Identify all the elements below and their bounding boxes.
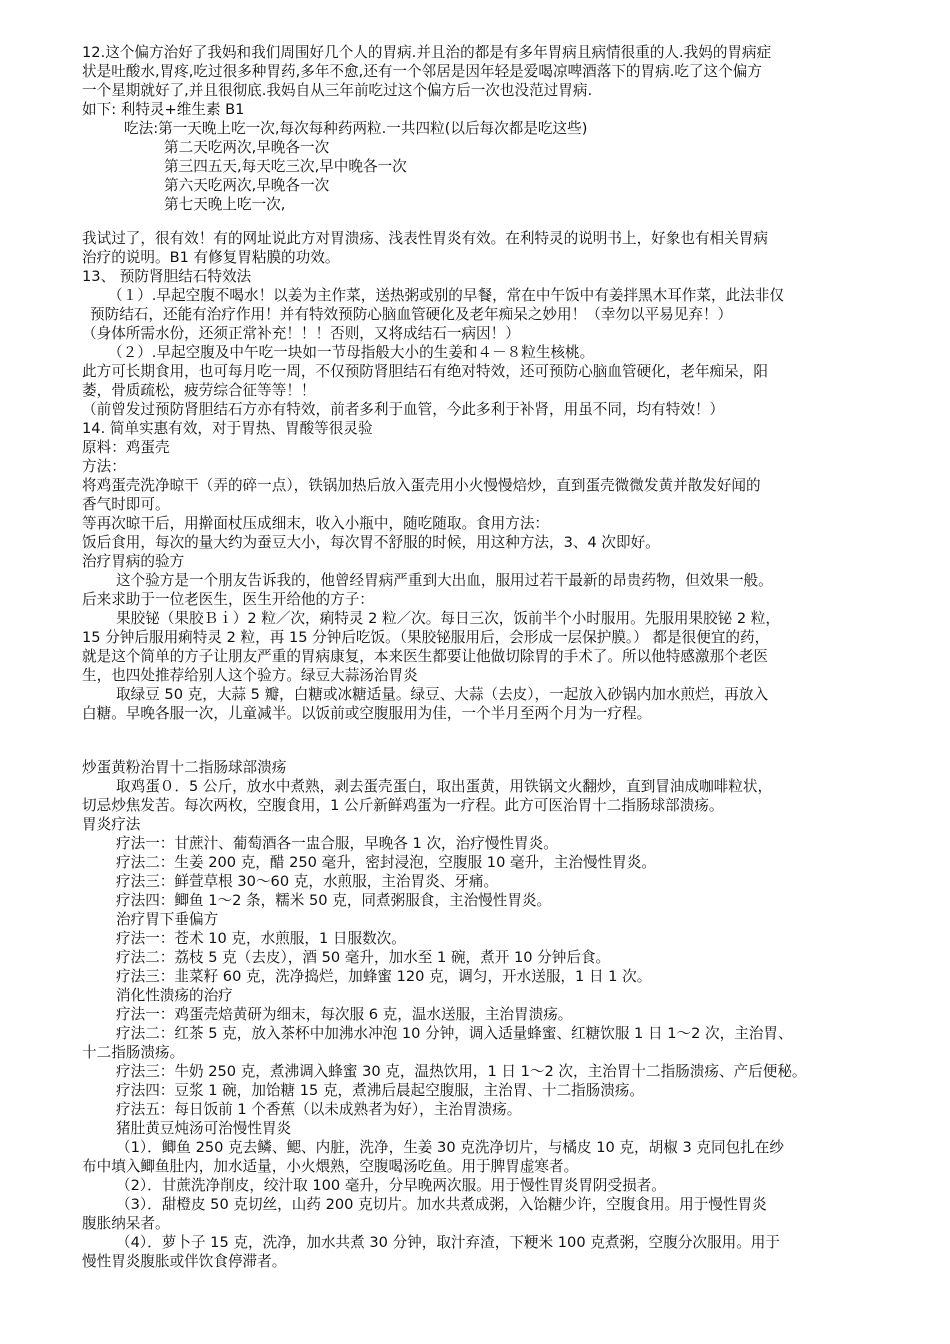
text-line: 疗法二：红茶 5 克，放入茶杯中加沸水冲泡 10 分钟，调入适量蜂蜜、红糖饮服 1 日 1～2 次，主治胃、 (116, 1025, 793, 1042)
text-line: 第六天吃两次,早晚各一次 (164, 177, 330, 194)
text-line: 疗法二：荔枝 5 克（去皮），酒 50 毫升，加水至 1 碗，煮开 10 分钟后食。 (116, 949, 611, 966)
text-line: 白糖。早晚各服一次，儿童减半。以饭前或空腹服用为佳，一个半月至两个月为一疗程。 (82, 705, 652, 722)
text-line: 方法： (82, 458, 126, 475)
text-line: 取鸡蛋０．5 公斤，放水中煮熟，剥去蛋壳蛋白，取出蛋黄，用铁锅文火翻炒，直到冒油成咖啡粒状， (116, 778, 773, 795)
text-line: （4）．萝卜子 15 克，洗净，加水共煮 30 分钟，取汁弃渣，下粳米 100 克煮粥，空腹分次服用。用于 (116, 1234, 780, 1251)
text-line: 第三四五天,每天吃三次,早中晚各一次 (164, 158, 407, 175)
text-line: 第二天吃两次,早晚各一次 (164, 139, 330, 156)
text-line: 一个星期就好了,并且很彻底.我妈自从三年前吃过这个偏方后一次也没范过胃病. (82, 82, 593, 99)
text-line: 布中填入鲫鱼肚内，加水适量，小火煨熟，空腹喝汤吃鱼。用于脾胃虚寒者。 (82, 1158, 579, 1175)
text-line: 后来求助于一位老医生，医生开给他的方子： (82, 591, 374, 608)
text-line: 果胶铋（果胶Ｂｉ）2 粒／次，痢特灵 2 粒／次。每日三次，饭前半个小时服用。先服用果胶铋 2 粒， (116, 610, 780, 627)
text-line: 治疗胃病的验方 (82, 553, 185, 570)
text-line: 消化性溃疡的治疗 (116, 987, 233, 1004)
text-line: 疗法五：每日饭前 1 个香蕉（以未成熟者为好），主治胃溃疡。 (116, 1101, 522, 1118)
text-line: 治疗的说明。B1 有修复胃粘膜的功效。 (82, 249, 340, 266)
text-line: 胃炎疗法 (82, 816, 141, 833)
text-line: 猪肚黄豆炖汤可治慢性胃炎 (116, 1120, 292, 1137)
text-line: 饭后食用，每次的量大约为蚕豆大小，每次胃不舒服的时候，用这种方法，3、4 次即好。 (82, 534, 660, 551)
text-line: 十二指肠溃疡。 (82, 1044, 185, 1061)
text-line: 腹胀纳呆者。 (82, 1215, 170, 1232)
text-line: 15 分钟后服用痢特灵 2 粒，再 15 分钟后吃饭。（果胶铋服用后，会形成一层保护膜。） 都是很便宜的药， (82, 629, 770, 646)
text-line: （２）.早起空腹及中午吃一块如一节母指般大小的生姜和４－８粒生核桃。 (108, 344, 595, 361)
text-line: 这个验方是一个朋友告诉我的，他曾经胃病严重到大出血，服用过若干最新的昂贵药物，但效果一般。 (116, 572, 773, 589)
text-line: 疗法三：鲜萱草根 30～60 克，水煎服，主治胃炎、牙痛。 (116, 873, 499, 890)
text-line: 我试过了，很有效！有的网址说此方对胃溃疡、浅表性胃炎有效。在利特灵的说明书上，好象也有相关胃病 (82, 230, 768, 247)
text-line: 14. 简单实惠有效，对于胃热、胃酸等很灵验 (82, 420, 373, 437)
text-line: 香气时即可。 (82, 496, 170, 513)
text-line: （1）．鲫鱼 250 克去鳞、鳃、内脏，洗净，生姜 30 克洗净切片，与橘皮 10 克，胡椒 3 克同包扎在纱 (116, 1139, 784, 1156)
text-line: 状是吐酸水,胃疼,吃过很多种胃药,多年不愈,还有一个邻居是因年轻是爱喝凉啤酒落下的胃病.吃了这个偏方 (82, 63, 762, 80)
text-line: 疗法四：豆浆 1 碗，加饴糖 15 克，煮沸后晨起空腹服，主治胃、十二指肠溃疡。 (116, 1082, 645, 1099)
text-line: 炒蛋黄粉治胃十二指肠球部溃疡 (82, 759, 287, 776)
text-line: 疗法一：鸡蛋壳焙黄研为细末，每次服 6 克，温水送服，主治胃溃疡。 (116, 1006, 573, 1023)
text-line: 如下: 利特灵+维生素 B1 (82, 101, 245, 118)
text-line: （前曾发过预防肾胆结石方亦有特效，前者多利于血管，今此多利于补肾，用虽不同，均有特效！） (82, 401, 725, 418)
text-line: 疗法三：牛奶 250 克，煮沸调入蜂蜜 30 克，温热饮用，1 日 1～2 次，主治胃十二指肠溃疡、产后便秘。 (116, 1063, 807, 1080)
text-line: 原料：鸡蛋壳 (82, 439, 170, 456)
text-line: 萎，骨质疏松，疲劳综合征等等！！ (82, 382, 316, 399)
text-line: 生，也四处推荐给别人这个验方。绿豆大蒜汤治胃炎 (82, 667, 418, 684)
text-line: （3）．甜橙皮 50 克切丝，山药 200 克切片。加水共煮成粥，入饴糖少许，空腹食用。用于慢性胃炎 (116, 1196, 767, 1213)
text-line: 13、 预防肾胆结石特效法 (82, 268, 252, 285)
text-line: 慢性胃炎腹胀或伴饮食停滞者。 (82, 1253, 287, 1270)
text-line: 治疗胃下垂偏方 (116, 911, 219, 928)
text-line: 疗法一：苍术 10 克，水煎服，1 日服数次。 (116, 930, 406, 947)
text-line: 吃法:第一天晚上吃一次,每次每种药两粒.一共四粒(以后每次都是吃这些) (124, 120, 588, 137)
text-line: 取绿豆 50 克，大蒜 5 瓣，白糖或冰糖适量。绿豆、大蒜（去皮），一起放入砂锅内加水煎烂，再放入 (116, 686, 769, 703)
text-line: （2）．甘蔗洗净削皮，绞汁取 100 毫升，分早晚两次服。用于慢性胃炎胃阴受损者。 (116, 1177, 666, 1194)
text-line: 疗法二：生姜 200 克，醋 250 毫升，密封浸泡，空腹服 10 毫升，主治慢性胃炎。 (116, 854, 656, 871)
text-line: （身体所需水份，还须正常补充！！！否则，又将成结石一病因！） (82, 325, 520, 342)
text-line: 12.这个偏方治好了我妈和我们周围好几个人的胃病.并且治的都是有多年胃病且病情很重的人.我妈的胃病症 (82, 44, 772, 61)
text-line: 就是这个简单的方子让朋友严重的胃病康复，本来医生都要让他做切除胃的手术了。所以他特感激那个老医 (82, 648, 768, 665)
text-line: 将鸡蛋壳洗净晾干（弄的碎一点），铁锅加热后放入蛋壳用小火慢慢焙炒，直到蛋壳微微发黄并散发好闻的 (82, 477, 761, 494)
text-line: 疗法三：韭菜籽 60 克，洗净捣烂，加蜂蜜 120 克，调匀，开水送服，1 日 1 次。 (116, 968, 652, 985)
text-line: 此方可长期食用，也可每月吃一周，不仅预防肾胆结石有绝对特效，还可预防心脑血管硬化，老年痴呆，阳 (82, 363, 768, 380)
text-line: 预防结石，还能有治疗作用！并有特效预防心脑血管硬化及老年痴呆之妙用！（幸勿以平易见弃！） (90, 306, 733, 323)
text-line: 疗法一：甘蔗汁、葡萄酒各一盅合服，早晚各 1 次，治疗慢性胃炎。 (116, 835, 558, 852)
text-line: 切忌炒焦发苦。每次两枚，空腹食用，1 公斤新鲜鸡蛋为一疗程。此方可医治胃十二指肠球部溃疡。 (82, 797, 724, 814)
text-line: （１）.早起空腹不喝水！以姜为主作菜，送热粥或别的早餐，常在中午饭中有姜拌黑木耳作菜，此法非仅 (108, 287, 784, 304)
text-line: 等再次晾干后，用擀面杖压成细末，收入小瓶中，随吃随取。食用方法： (82, 515, 550, 532)
text-line: 疗法四：鲫鱼 1～2 条，糯米 50 克，同煮粥服食，主治慢性胃炎。 (116, 892, 552, 909)
text-line: 第七天晚上吃一次, (164, 196, 286, 213)
